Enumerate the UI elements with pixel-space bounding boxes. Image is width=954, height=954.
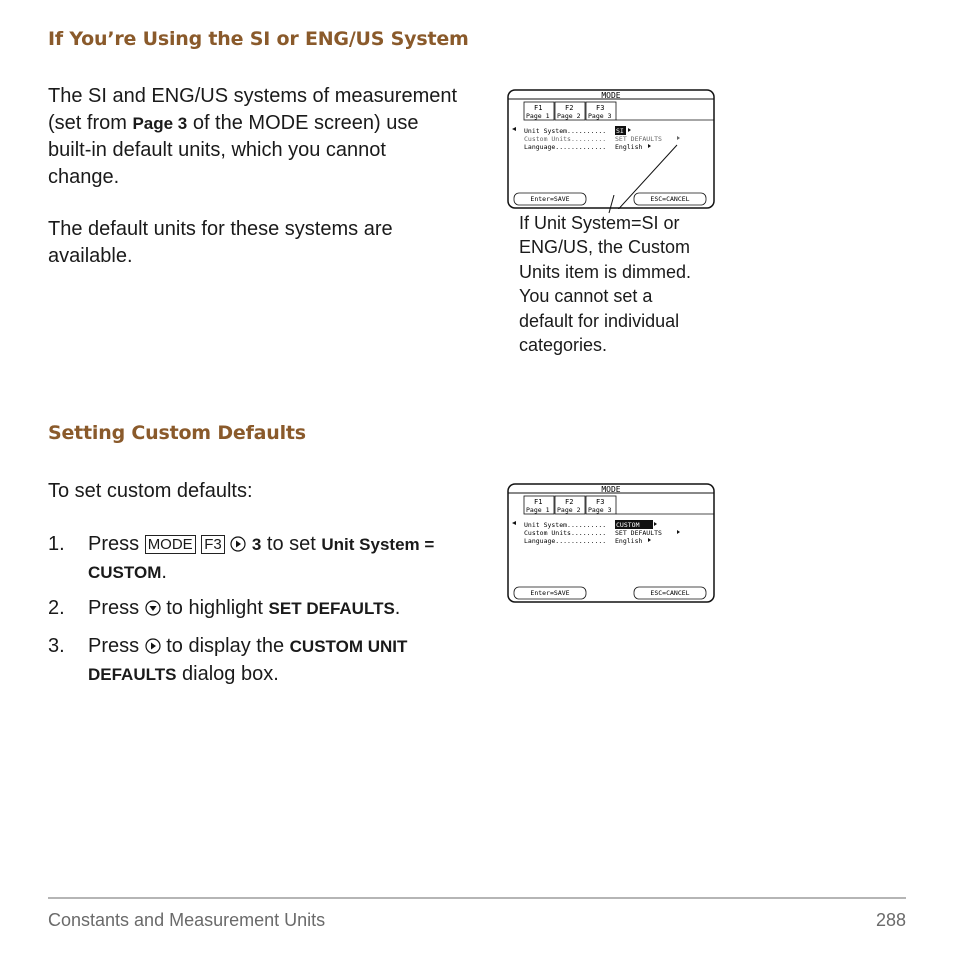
- dimmed-caption: [519, 211, 729, 357]
- tab-label-1: Page 1: [526, 506, 550, 514]
- steps-list: [48, 531, 488, 691]
- mode-screen-custom: [507, 483, 715, 608]
- intro-line-2-post: of the MODE screen) use: [187, 111, 419, 134]
- row-custom-units-label: Custom Units.........: [524, 529, 607, 537]
- tab-key-1: F1: [534, 104, 543, 112]
- tab-label-3: Page 3: [588, 506, 612, 514]
- tab-key-3: F3: [596, 104, 605, 112]
- esc-cancel-label: ESC=CANCEL: [650, 589, 690, 597]
- down-arrow-key-icon: [145, 600, 161, 616]
- tab-key-2: F2: [565, 104, 574, 112]
- unit-system-equals: Unit System =: [321, 535, 435, 554]
- caption-line-6: categories.: [519, 335, 608, 356]
- right-arrow-key-icon: [145, 638, 161, 654]
- intro-paragraph: [48, 83, 498, 190]
- tab-key-2: F2: [565, 498, 574, 506]
- tab-label-3: Page 3: [588, 112, 612, 120]
- enter-save-label: Enter=SAVE: [530, 195, 570, 203]
- default-units-paragraph: [48, 216, 498, 269]
- row-custom-units-value: SET DEFAULTS: [615, 135, 662, 143]
- tab-label-1: Page 1: [526, 112, 550, 120]
- row-language-value: English: [615, 537, 643, 545]
- screen-title: MODE: [601, 485, 621, 494]
- tab-label-2: Page 2: [557, 506, 581, 514]
- step-3-mid: to display the: [160, 635, 290, 657]
- defaults-text: DEFAULTS: [88, 664, 177, 684]
- tab-label-2: Page 2: [557, 112, 581, 120]
- set-defaults-text: SET DEFAULTS: [268, 599, 395, 618]
- step-3-number: 3.: [48, 635, 65, 657]
- intro-line-1: The SI and ENG/US systems of measurement: [48, 85, 458, 107]
- step-3-end: dialog box.: [176, 662, 279, 685]
- caption-line-2: ENG/US, the Custom: [519, 237, 691, 258]
- step-1-press: Press: [88, 533, 140, 555]
- caption-line-3: Units item is dimmed.: [519, 261, 692, 282]
- custom-defaults-intro: To set custom defaults:: [48, 480, 253, 502]
- row-language-label: Language.............: [524, 143, 607, 151]
- right-arrow-key-icon: [230, 536, 246, 552]
- step-1-number: 1.: [48, 533, 65, 555]
- default-units-line-2: available.: [48, 244, 133, 267]
- step-2-number: 2.: [48, 597, 65, 619]
- intro-line-3: built-in default units, which you cannot: [48, 139, 386, 161]
- screen-title: MODE: [601, 91, 621, 100]
- intro-line-4: change.: [48, 165, 120, 188]
- tab-key-1: F1: [534, 498, 543, 506]
- f3-key: F3: [201, 535, 225, 554]
- row-unit-system-label: Unit System..........: [524, 521, 607, 529]
- footer-rule: [48, 897, 906, 899]
- step-3-press: Press: [88, 635, 140, 657]
- row-language-label: Language.............: [524, 537, 607, 545]
- caption-line-1: If Unit System=SI or: [519, 213, 680, 233]
- tab-key-3: F3: [596, 498, 605, 506]
- footer-title: Constants and Measurement Units: [48, 910, 326, 930]
- row-unit-system-label: Unit System..........: [524, 127, 607, 135]
- row-language-value: English: [615, 143, 643, 151]
- intro-line-2: [48, 110, 498, 138]
- esc-cancel-label: ESC=CANCEL: [650, 195, 690, 203]
- page-number: 288: [875, 910, 906, 930]
- caption-line-5: default for individual: [519, 310, 680, 331]
- step-1-number-3: 3: [251, 535, 262, 554]
- step-2-end: .: [394, 597, 401, 619]
- section-heading-custom-defaults: Setting Custom Defaults: [48, 422, 306, 444]
- caption-line-4: You cannot set a: [519, 286, 653, 307]
- custom-value: CUSTOM: [88, 562, 162, 582]
- row-unit-system-value: SI: [616, 127, 624, 135]
- step-2-mid: to highlight: [160, 597, 269, 619]
- step-1-mid: to set: [261, 533, 322, 555]
- row-unit-system-value: CUSTOM: [616, 521, 640, 529]
- step-2-press: Press: [88, 597, 140, 619]
- section-heading-si-eng: If You’re Using the SI or ENG/US System: [48, 28, 469, 50]
- row-custom-units-value: SET DEFAULTS: [615, 529, 662, 537]
- page-3-ref: Page 3: [132, 113, 188, 133]
- enter-save-label: Enter=SAVE: [530, 589, 570, 597]
- step-1-end: .: [161, 560, 167, 583]
- default-units-line-1: The default units for these systems are: [48, 218, 393, 240]
- mode-key: MODE: [145, 535, 196, 554]
- custom-unit-text: CUSTOM UNIT: [289, 637, 408, 656]
- intro-line-2-pre: (set from: [48, 111, 133, 134]
- row-custom-units-label: Custom Units.........: [524, 135, 607, 143]
